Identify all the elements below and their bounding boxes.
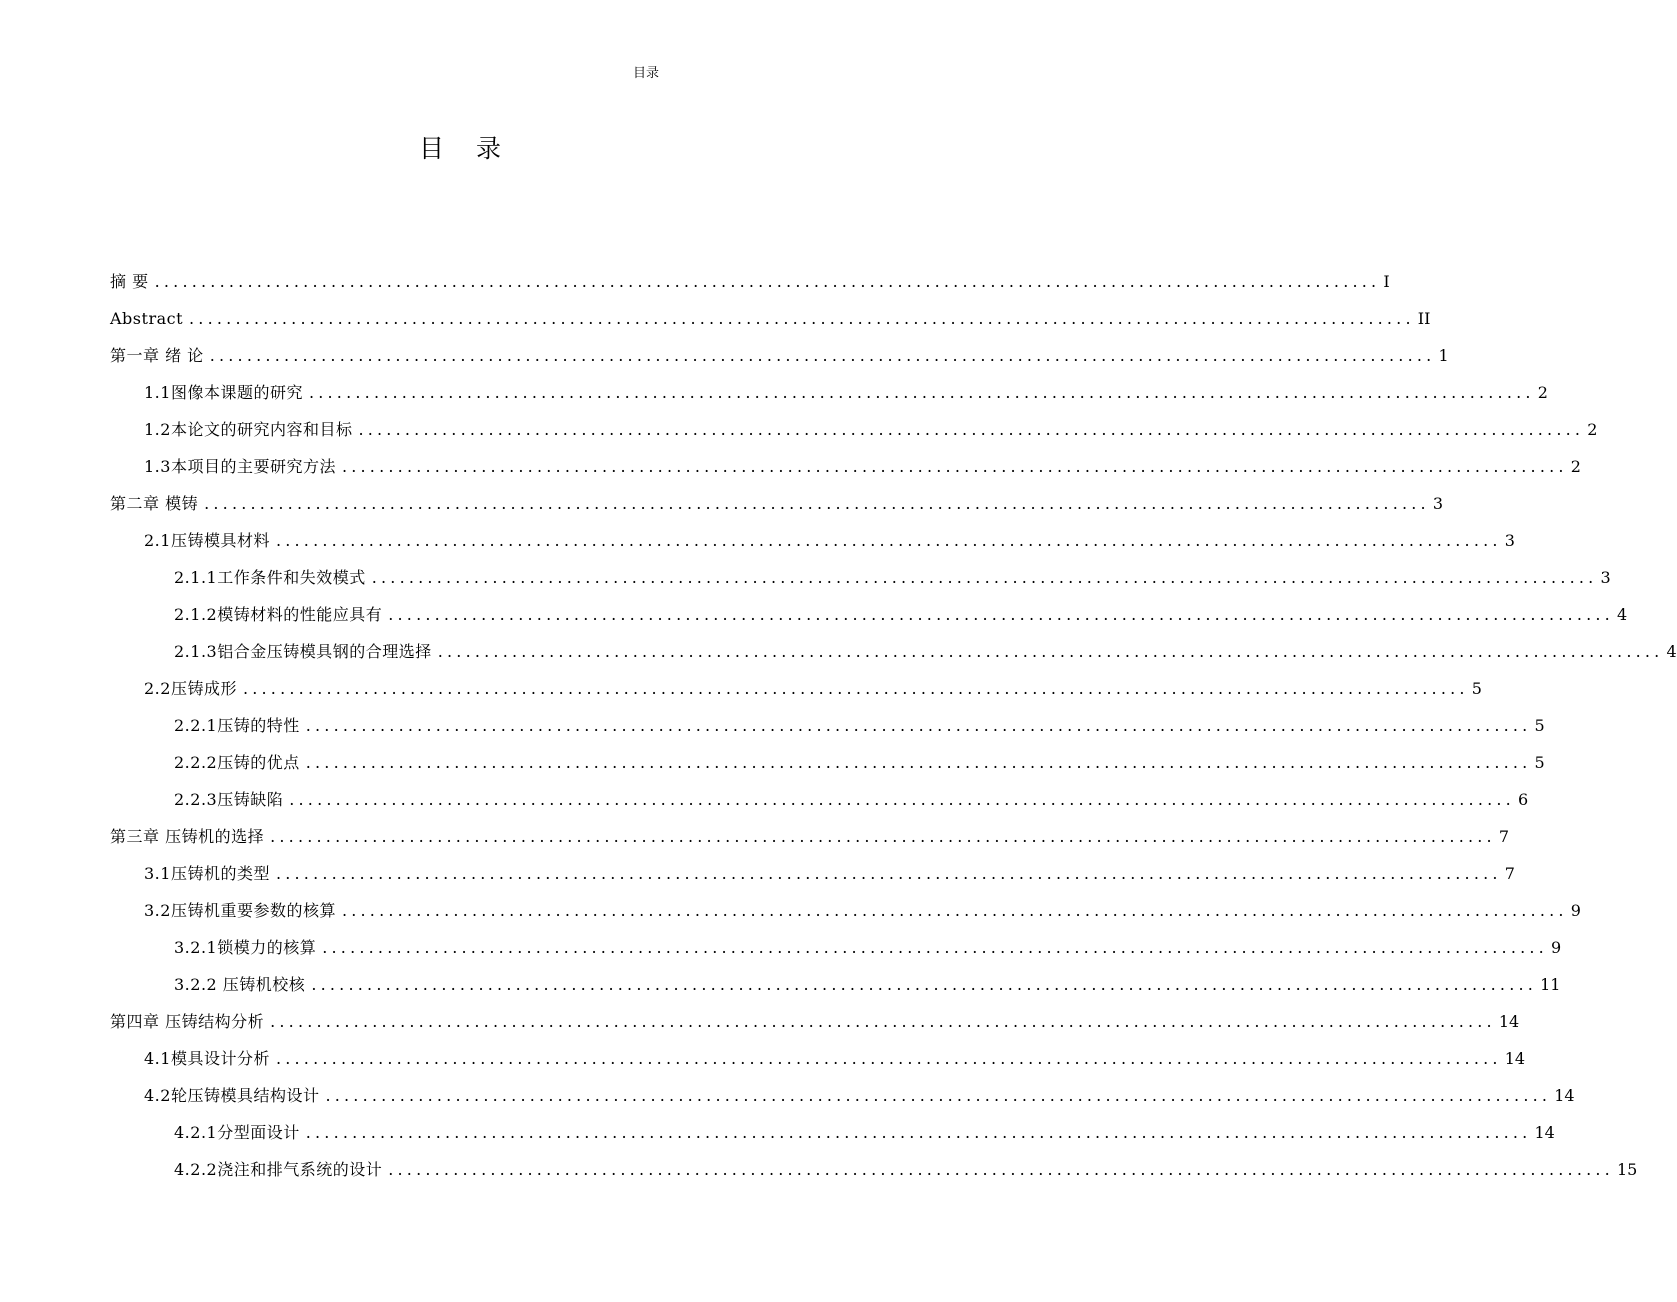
toc-leader-dots: ....................................................................................................................................: [270, 1012, 1496, 1031]
toc-page-number: 5: [1534, 716, 1545, 735]
toc-page-number: 2: [1570, 457, 1581, 476]
toc-entry-text: 2.2.2压铸的优点: [174, 753, 300, 772]
toc-page-number: 2: [1587, 420, 1598, 439]
toc-entry[interactable]: [110, 563, 1611, 600]
toc-entry[interactable]: [110, 378, 1548, 415]
toc-entry[interactable]: [110, 674, 1482, 711]
toc-entry-text: 2.1压铸模具材料: [144, 531, 270, 550]
toc-leader-dots: ....................................................................................................................................: [209, 346, 1436, 365]
toc-page-number: 7: [1504, 864, 1515, 883]
toc-entry-text: 1.2本论文的研究内容和目标: [144, 420, 353, 439]
toc-page-number: 4: [1616, 605, 1628, 624]
toc-entry-text: 3.2压铸机重要参数的核算: [144, 901, 336, 920]
toc-entry-text: 1.3本项目的主要研究方法: [144, 457, 336, 476]
toc-entry[interactable]: [110, 896, 1581, 933]
toc-entry[interactable]: [110, 452, 1581, 489]
toc-leader-dots: ....................................................................................................................................: [154, 272, 1381, 291]
toc-entry[interactable]: [110, 341, 1449, 378]
toc-leader-dots: ....................................................................................................................................: [275, 1049, 1502, 1068]
toc-entry[interactable]: [110, 637, 1677, 674]
toc-page-number: 7: [1498, 827, 1510, 846]
toc-page-number: I: [1383, 272, 1390, 291]
toc-leader-dots: ....................................................................................................................................: [437, 642, 1664, 661]
toc-leader-dots: ....................................................................................................................................: [341, 457, 1568, 476]
toc-page-number: 14: [1498, 1012, 1520, 1031]
toc-page-number: 2: [1537, 383, 1548, 402]
toc-leader-dots: ....................................................................................................................................: [242, 679, 1469, 698]
toc-leader-dots: ....................................................................................................................................: [341, 901, 1568, 920]
toc-page-number: 5: [1534, 753, 1545, 772]
toc-page-number: 14: [1504, 1049, 1526, 1068]
toc-leader-dots: ....................................................................................................................................: [388, 1160, 1614, 1179]
toc-entry[interactable]: [110, 1081, 1575, 1118]
toc-entry[interactable]: [110, 933, 1562, 970]
toc-entry-text: 第二章 模铸: [110, 494, 199, 513]
toc-entry-text: 第三章 压铸机的选择: [110, 827, 265, 846]
toc-entry[interactable]: [110, 489, 1444, 526]
toc-leader-dots: ....................................................................................................................................: [275, 531, 1502, 550]
toc-entry-text: 摘 要: [110, 272, 149, 291]
toc-leader-dots: ....................................................................................................................................: [311, 975, 1538, 994]
toc-entry-text: 4.2轮压铸模具结构设计: [144, 1086, 320, 1105]
toc-entry-text: 4.1模具设计分析: [144, 1049, 270, 1068]
toc-entry-text: 2.2.1压铸的特性: [174, 716, 300, 735]
toc-entry[interactable]: [110, 859, 1515, 896]
toc-entry-text: 2.2压铸成形: [144, 679, 237, 698]
toc-entry-text: 4.2.1分型面设计: [174, 1123, 300, 1142]
toc-page-number: II: [1417, 309, 1431, 328]
toc-entry[interactable]: [110, 748, 1545, 785]
toc-entry[interactable]: [110, 267, 1390, 304]
toc-page-number: 14: [1554, 1086, 1575, 1105]
toc-entry[interactable]: [110, 1155, 1638, 1192]
toc-entry[interactable]: [110, 970, 1561, 1007]
toc-leader-dots: ....................................................................................................................................: [275, 864, 1502, 883]
toc-entry-text: 2.2.3压铸缺陷: [174, 790, 284, 809]
toc-entry[interactable]: [110, 1007, 1520, 1044]
toc-page-number: 9: [1570, 901, 1581, 920]
toc-leader-dots: ....................................................................................................................................: [204, 494, 1430, 513]
toc-entry[interactable]: [110, 1118, 1555, 1155]
toc-entry[interactable]: [110, 526, 1515, 563]
toc-page-number: 4: [1666, 642, 1677, 661]
toc-entry-text: 3.2.1锁模力的核算: [174, 938, 317, 957]
toc-leader-dots: ....................................................................................................................................: [270, 827, 1496, 846]
toc-entry-text: 3.2.2 压铸机校核: [174, 975, 306, 994]
toc-entry[interactable]: [110, 415, 1598, 452]
toc-leader-dots: ....................................................................................................................................: [325, 1086, 1552, 1105]
toc-leader-dots: ....................................................................................................................................: [305, 716, 1532, 735]
toc-entry-text: 第一章 绪 论: [110, 346, 204, 365]
toc-leader-dots: ....................................................................................................................................: [388, 605, 1614, 624]
toc-leader-dots: ....................................................................................................................................: [305, 753, 1532, 772]
toc-entry[interactable]: [110, 822, 1510, 859]
toc-entry-text: 3.1压铸机的类型: [144, 864, 270, 883]
toc-page-number: 5: [1471, 679, 1482, 698]
toc-leader-dots: ....................................................................................................................................: [308, 383, 1535, 402]
toc-entry[interactable]: [110, 600, 1628, 637]
table-of-contents: [110, 267, 1677, 1192]
toc-entry-text: 第四章 压铸结构分析: [110, 1012, 265, 1031]
toc-page-number: 11: [1540, 975, 1561, 994]
toc-page-number: 3: [1600, 568, 1611, 587]
toc-leader-dots: ....................................................................................................................................: [289, 790, 1515, 809]
toc-entry-text: 2.1.2模铸材料的性能应具有: [174, 605, 383, 624]
toc-leader-dots: ....................................................................................................................................: [371, 568, 1598, 587]
page-title: 目 录: [419, 134, 513, 163]
toc-page-number: 9: [1550, 938, 1562, 957]
toc-entry-text: Abstract: [110, 309, 184, 328]
toc-entry[interactable]: [110, 304, 1431, 341]
running-header: 目录: [633, 66, 660, 81]
toc-leader-dots: ....................................................................................................................................: [189, 309, 1415, 328]
toc-page-number: 6: [1517, 790, 1529, 809]
toc-entry[interactable]: [110, 1044, 1526, 1081]
toc-leader-dots: ....................................................................................................................................: [358, 420, 1585, 439]
toc-page-number: 14: [1534, 1123, 1555, 1142]
toc-entry-text: 4.2.2浇注和排气系统的设计: [174, 1160, 383, 1179]
toc-leader-dots: ....................................................................................................................................: [322, 938, 1548, 957]
toc-entry[interactable]: [110, 711, 1545, 748]
toc-page-number: 1: [1438, 346, 1449, 365]
toc-leader-dots: ....................................................................................................................................: [305, 1123, 1532, 1142]
toc-entry-text: 1.1图像本课题的研究: [144, 383, 303, 402]
toc-page-number: 3: [1432, 494, 1444, 513]
toc-entry-text: 2.1.1工作条件和失效模式: [174, 568, 366, 587]
toc-entry-text: 2.1.3铝合金压铸模具钢的合理选择: [174, 642, 432, 661]
toc-page-number: 15: [1616, 1160, 1638, 1179]
toc-entry[interactable]: [110, 785, 1529, 822]
toc-page-number: 3: [1504, 531, 1515, 550]
